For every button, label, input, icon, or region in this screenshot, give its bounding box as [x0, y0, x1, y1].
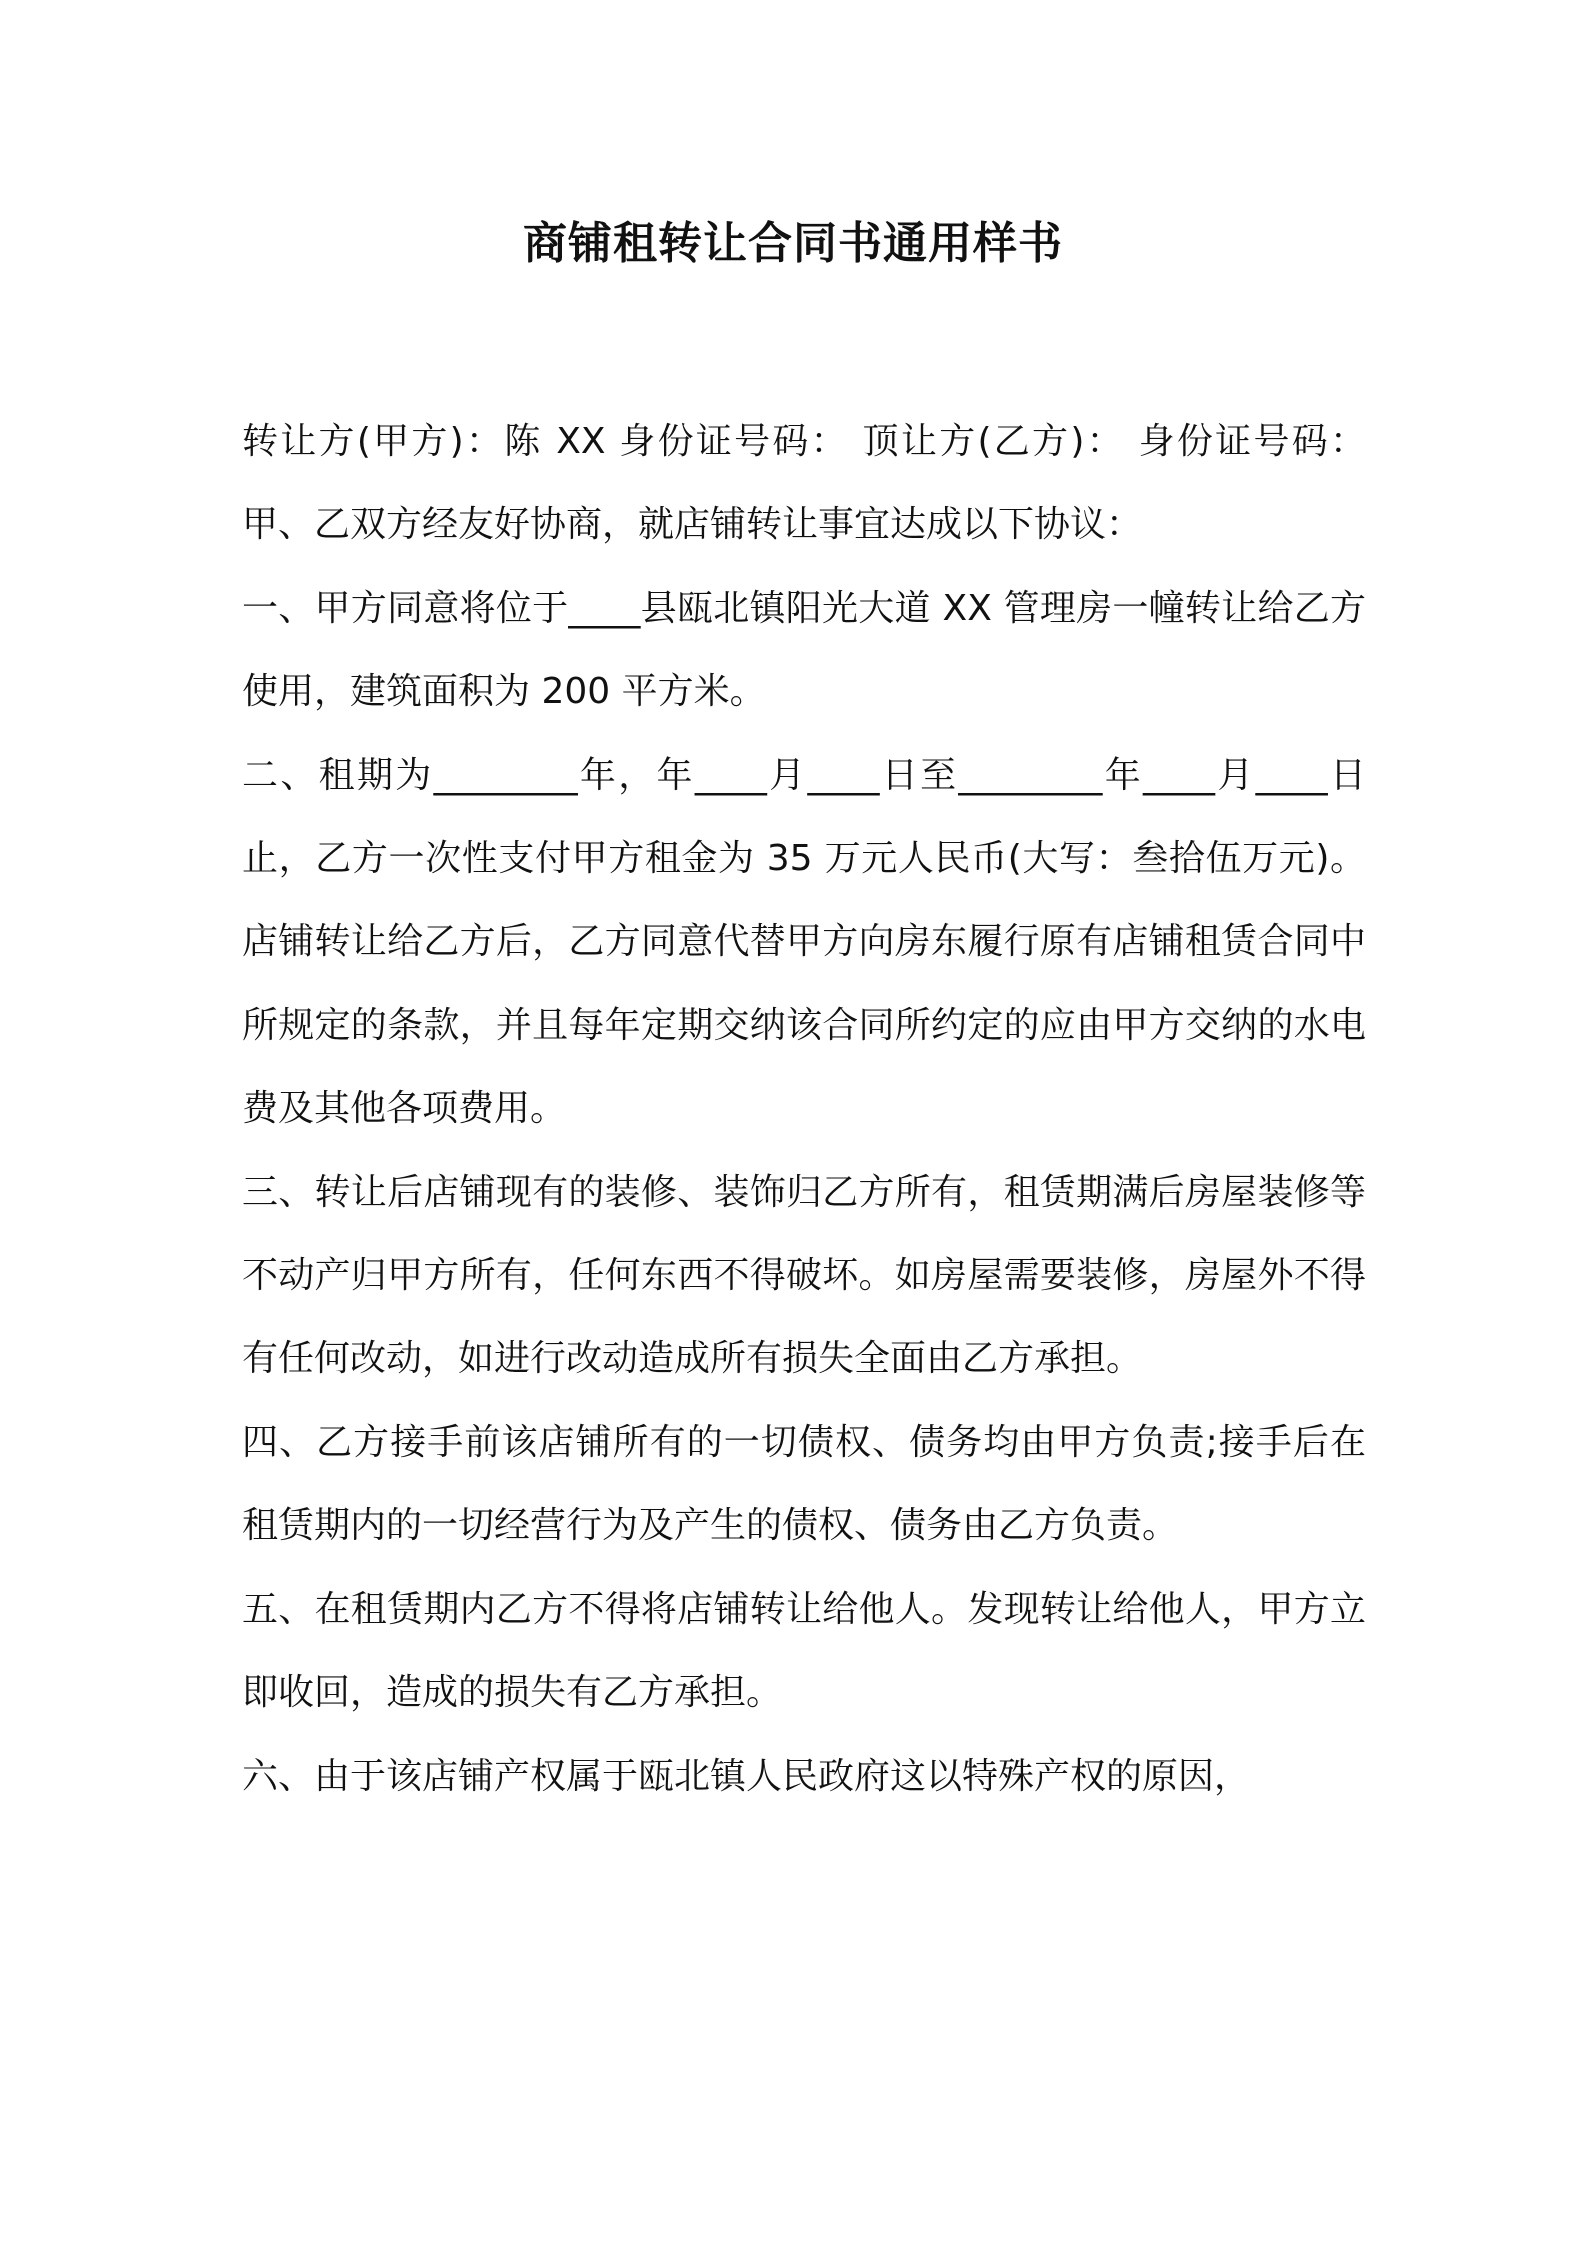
clause-2: 二、租期为________年，年____月____日至________年____月____日止，乙方一次性支付甲方租金为 35 万元人民币(大写：叁拾伍万元)。店铺转让给乙方后，乙方同意代替甲方向房东履行原有店铺租赁合同中所规定的条款，并且每年定期交纳该合同所约定的应由甲方交纳的水电费及其他各项费用。 [242, 754, 1366, 1130]
document-title: 商铺租转让合同书通用样书 [523, 218, 1063, 269]
clause-4: 四、乙方接手前该店铺所有的一切债权、债务均由甲方负责;接手后在租赁期内的一切经营行为及产生的债权、债务由乙方负责。 [242, 1421, 1366, 1547]
document-body [242, 400, 1366, 1818]
clause-3: 三、转让后店铺现有的装修、装饰归乙方所有，租赁期满后房屋装修等不动产归甲方所有，任何东西不得破坏。如房屋需要装修，房屋外不得有任何改动，如进行改动造成所有损失全面由乙方承担。 [242, 1171, 1366, 1380]
clause-1: 一、甲方同意将位于____县瓯北镇阳光大道 XX 管理房一幢转让给乙方使用，建筑面积为 200 平方米。 [242, 587, 1366, 713]
paragraph-parties: 转让方(甲方)：陈 XX 身份证号码： 顶让方(乙方)： 身份证号码： 甲、乙双方经友好协商，就店铺转让事宜达成以下协议： [242, 421, 1366, 546]
clause-6: 六、由于该店铺产权属于瓯北镇人民政府这以特殊产权的原因， [242, 1755, 1251, 1797]
clause-5: 五、在租赁期内乙方不得将店铺转让给他人。发现转让给他人，甲方立即收回，造成的损失有乙方承担。 [242, 1588, 1366, 1714]
